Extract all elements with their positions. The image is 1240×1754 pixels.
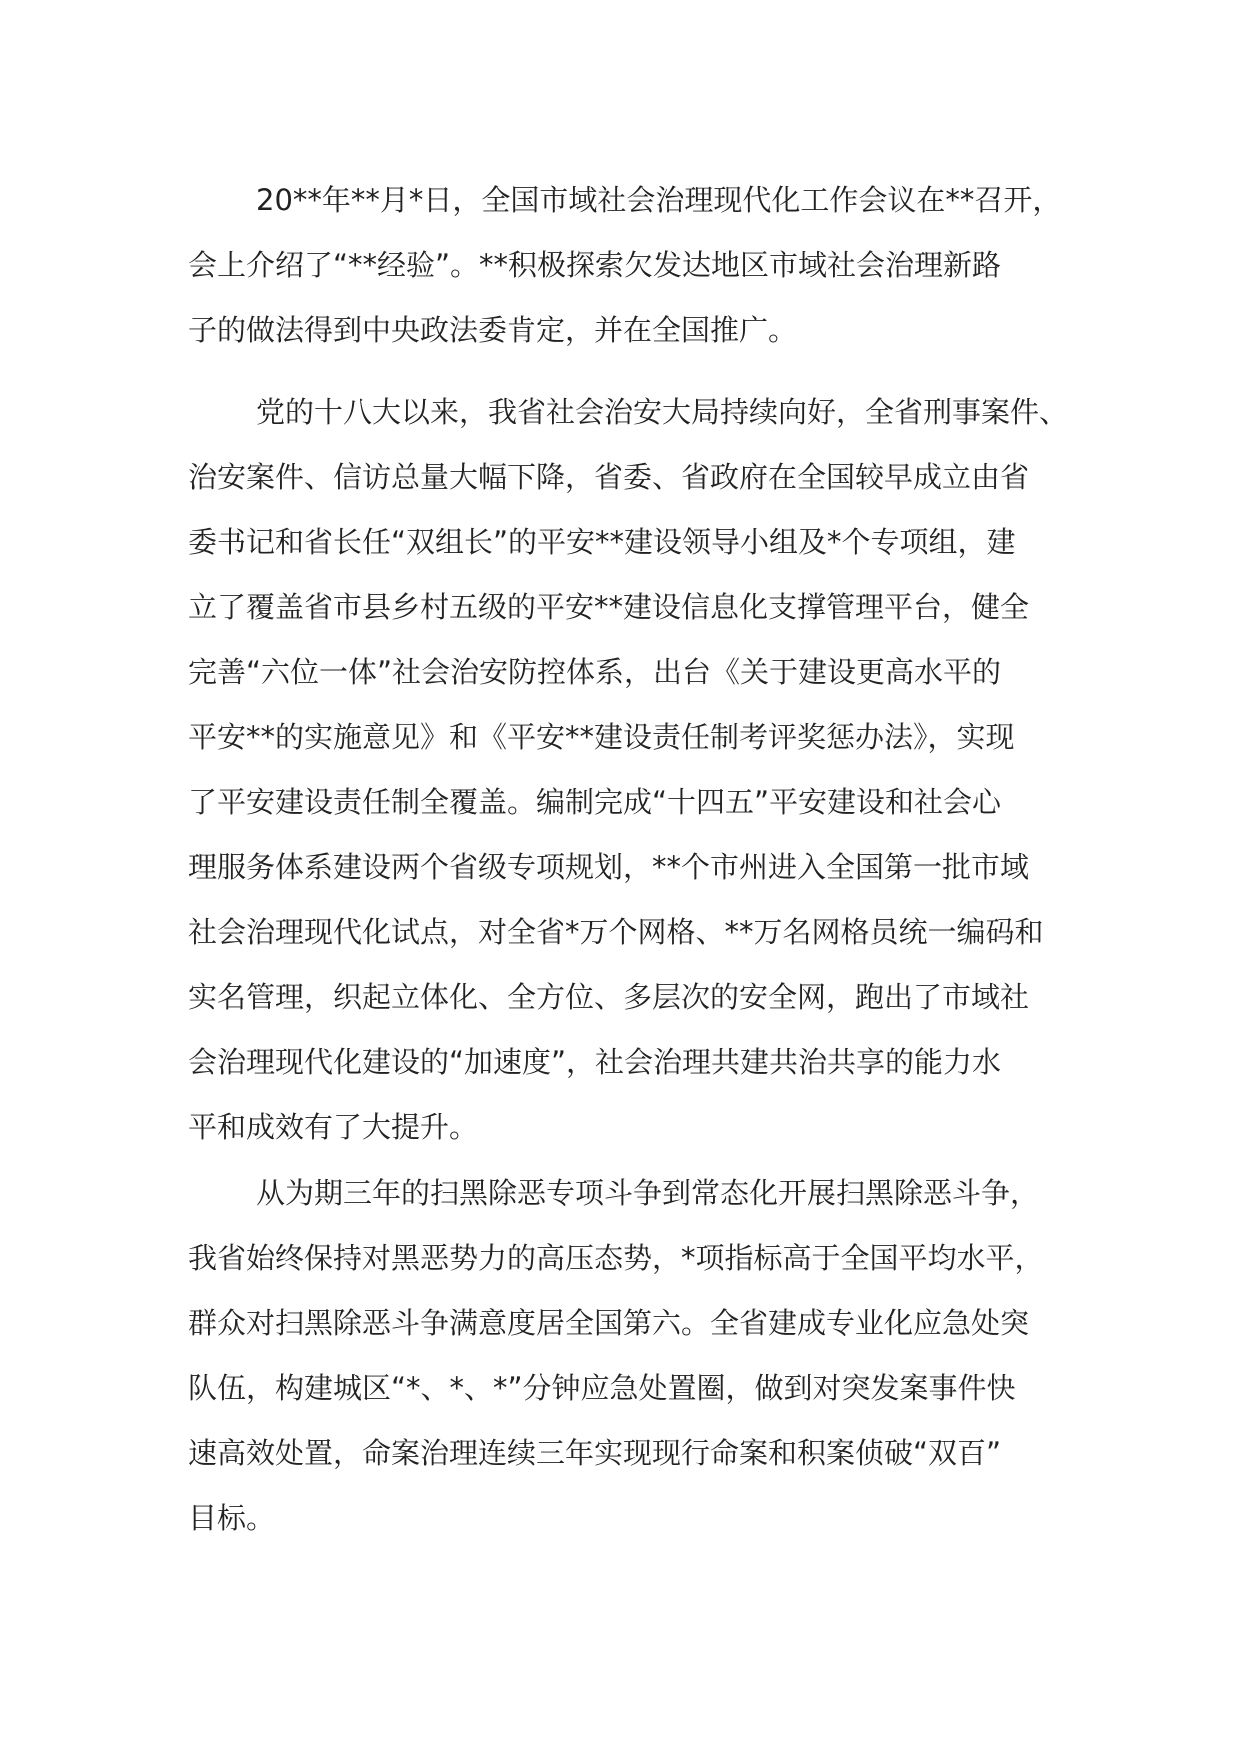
text-line: 平安**的实施意见》和《平安**建设责任制考评奖惩办法》，实现 <box>188 720 1015 754</box>
text-line: 20**年**月*日，全国市域社会治理现代化工作会议在**召开， <box>256 183 1062 217</box>
text-line: 社会治理现代化试点，对全省*万个网格、**万名网格员统一编码和 <box>188 915 1044 949</box>
text-line: 目标。 <box>188 1501 276 1535</box>
text-line: 速高效处置，命案治理连续三年实现现行命案和积案侦破“双百” <box>188 1436 1002 1470</box>
text-line: 党的十八大以来，我省社会治安大局持续向好，全省刑事案件、 <box>256 395 1069 429</box>
text-line: 会治理现代化建设的“加速度”，社会治理共建共治共享的能力水 <box>188 1045 1002 1079</box>
text-line: 完善“六位一体”社会治安防控体系，出台《关于建设更高水平的 <box>188 655 1002 689</box>
text-line: 会上介绍了“**经验”。**积极探索欠发达地区市域社会治理新路 <box>188 248 1002 282</box>
text-line: 从为期三年的扫黑除恶专项斗争到常态化开展扫黑除恶斗争， <box>256 1176 1040 1210</box>
text-line: 理服务体系建设两个省级专项规划，**个市州进入全国第一批市域 <box>188 850 1030 884</box>
text-line: 实名管理，织起立体化、全方位、多层次的安全网，跑出了市域社 <box>188 980 1030 1014</box>
paragraph-meeting-intro <box>188 168 1068 363</box>
paragraph-safety-achievements <box>188 380 1068 1160</box>
text-line: 子的做法得到中央政法委肯定，并在全国推广。 <box>188 313 798 347</box>
paragraph-anti-crime <box>188 1161 1068 1551</box>
text-line: 委书记和省长任“双组长”的平安**建设领导小组及*个专项组，建 <box>188 525 1016 559</box>
text-line: 了平安建设责任制全覆盖。编制完成“十四五”平安建设和社会心 <box>188 785 1002 819</box>
text-line: 平和成效有了大提升。 <box>188 1110 479 1144</box>
text-line: 队伍，构建城区“*、*、*”分钟应急处置圈，做到对突发案事件快 <box>188 1371 1016 1405</box>
text-line: 我省始终保持对黑恶势力的高压态势，*项指标高于全国平均水平， <box>188 1241 1044 1275</box>
text-line: 立了覆盖省市县乡村五级的平安**建设信息化支撑管理平台，健全 <box>188 590 1030 624</box>
text-line: 群众对扫黑除恶斗争满意度居全国第六。全省建成专业化应急处突 <box>188 1306 1030 1340</box>
text-line: 治安案件、信访总量大幅下降，省委、省政府在全国较早成立由省 <box>188 460 1030 494</box>
